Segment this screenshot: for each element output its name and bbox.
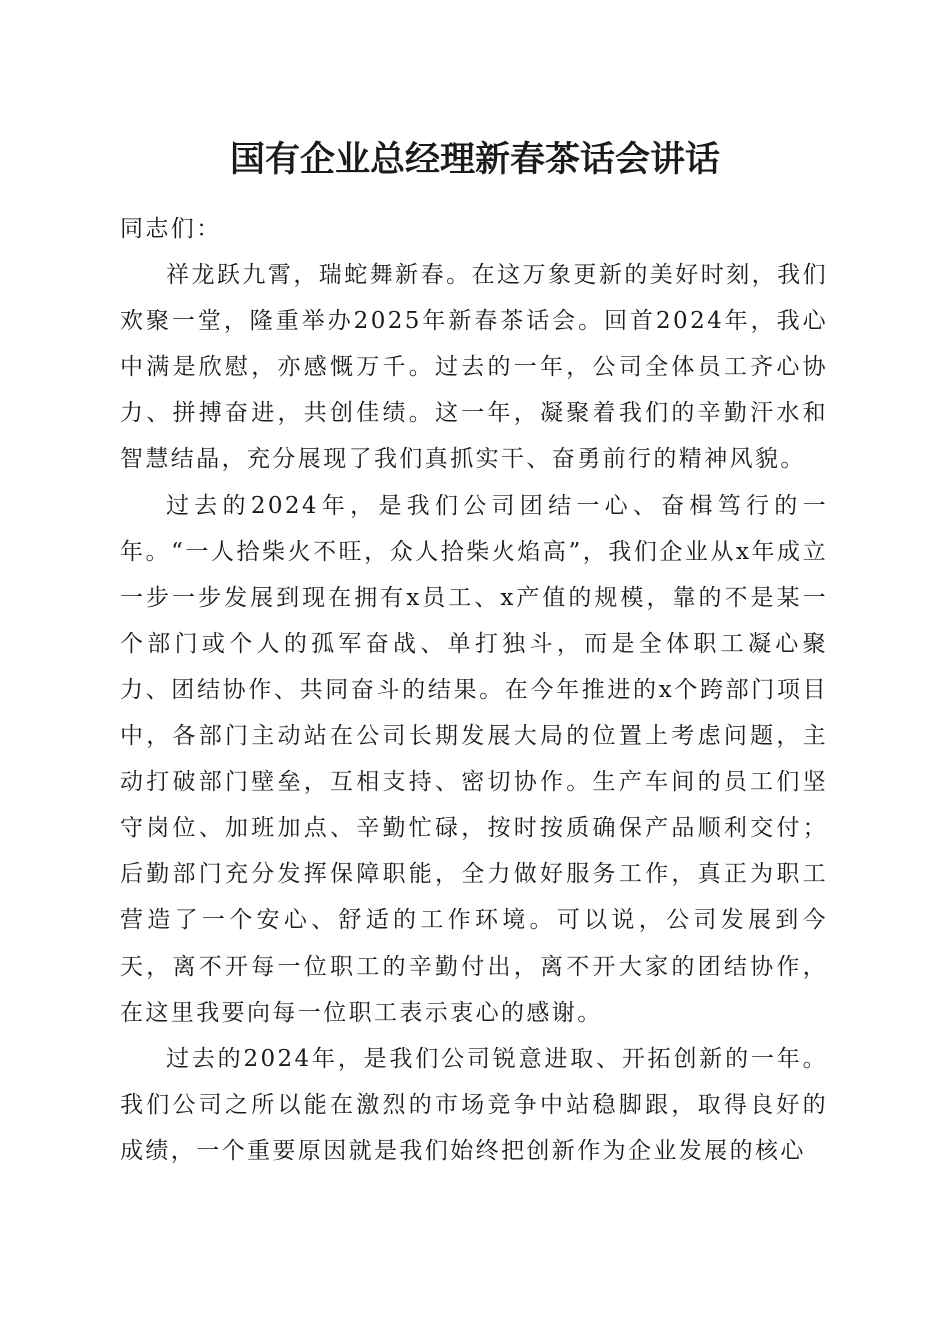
document-title: 国有企业总经理新春茶话会讲话 — [229, 139, 720, 180]
salutation: 同志们： — [120, 216, 222, 242]
paragraph-1: 祥龙跃九霄，瑞蛇舞新春。在这万象更新的美好时刻，我们欢聚一堂，隆重举办2025年新春茶话会。回首2024年，我心中满是欣慰，亦感慨万千。过去的一年，公司全体员工齐心协力、拼搏奋进，共创佳绩。这一年，凝聚着我们的辛勤汗水和智慧结晶，充分展现了我们真抓实干、奋勇前行的精神风貌。 — [120, 262, 828, 473]
document-body — [120, 206, 828, 1174]
paragraph-2: 过去的2024年，是我们公司团结一心、奋楫笃行的一年。“一人拾柴火不旺，众人拾柴火焰高”，我们企业从x年成立一步一步发展到现在拥有x员工、x产值的规模，靠的不是某一个部门或个人的孤军奋战、单打独斗，而是全体职工凝心聚力、团结协作、共同奋斗的结果。在今年推进的x个跨部门项目中，各部门主动站在公司长期发展大局的位置上考虑问题，主动打破部门壁垒，互相支持、密切协作。生产车间的员工们坚守岗位、加班加点、辛勤忙碌，按时按质确保产品顺利交付；后勤部门充分发挥保障职能，全力做好服务工作，真正为职工营造了一个安心、舒适的工作环境。可以说，公司发展到今天，离不开每一位职工的辛勤付出，离不开大家的团结协作，在这里我要向每一位职工表示衷心的感谢。 — [120, 492, 828, 1026]
paragraph-3: 过去的2024年，是我们公司锐意进取、开拓创新的一年。我们公司之所以能在激烈的市场竞争中站稳脚跟，取得良好的成绩，一个重要原因就是我们始终把创新作为企业发展的核心 — [120, 1045, 828, 1164]
